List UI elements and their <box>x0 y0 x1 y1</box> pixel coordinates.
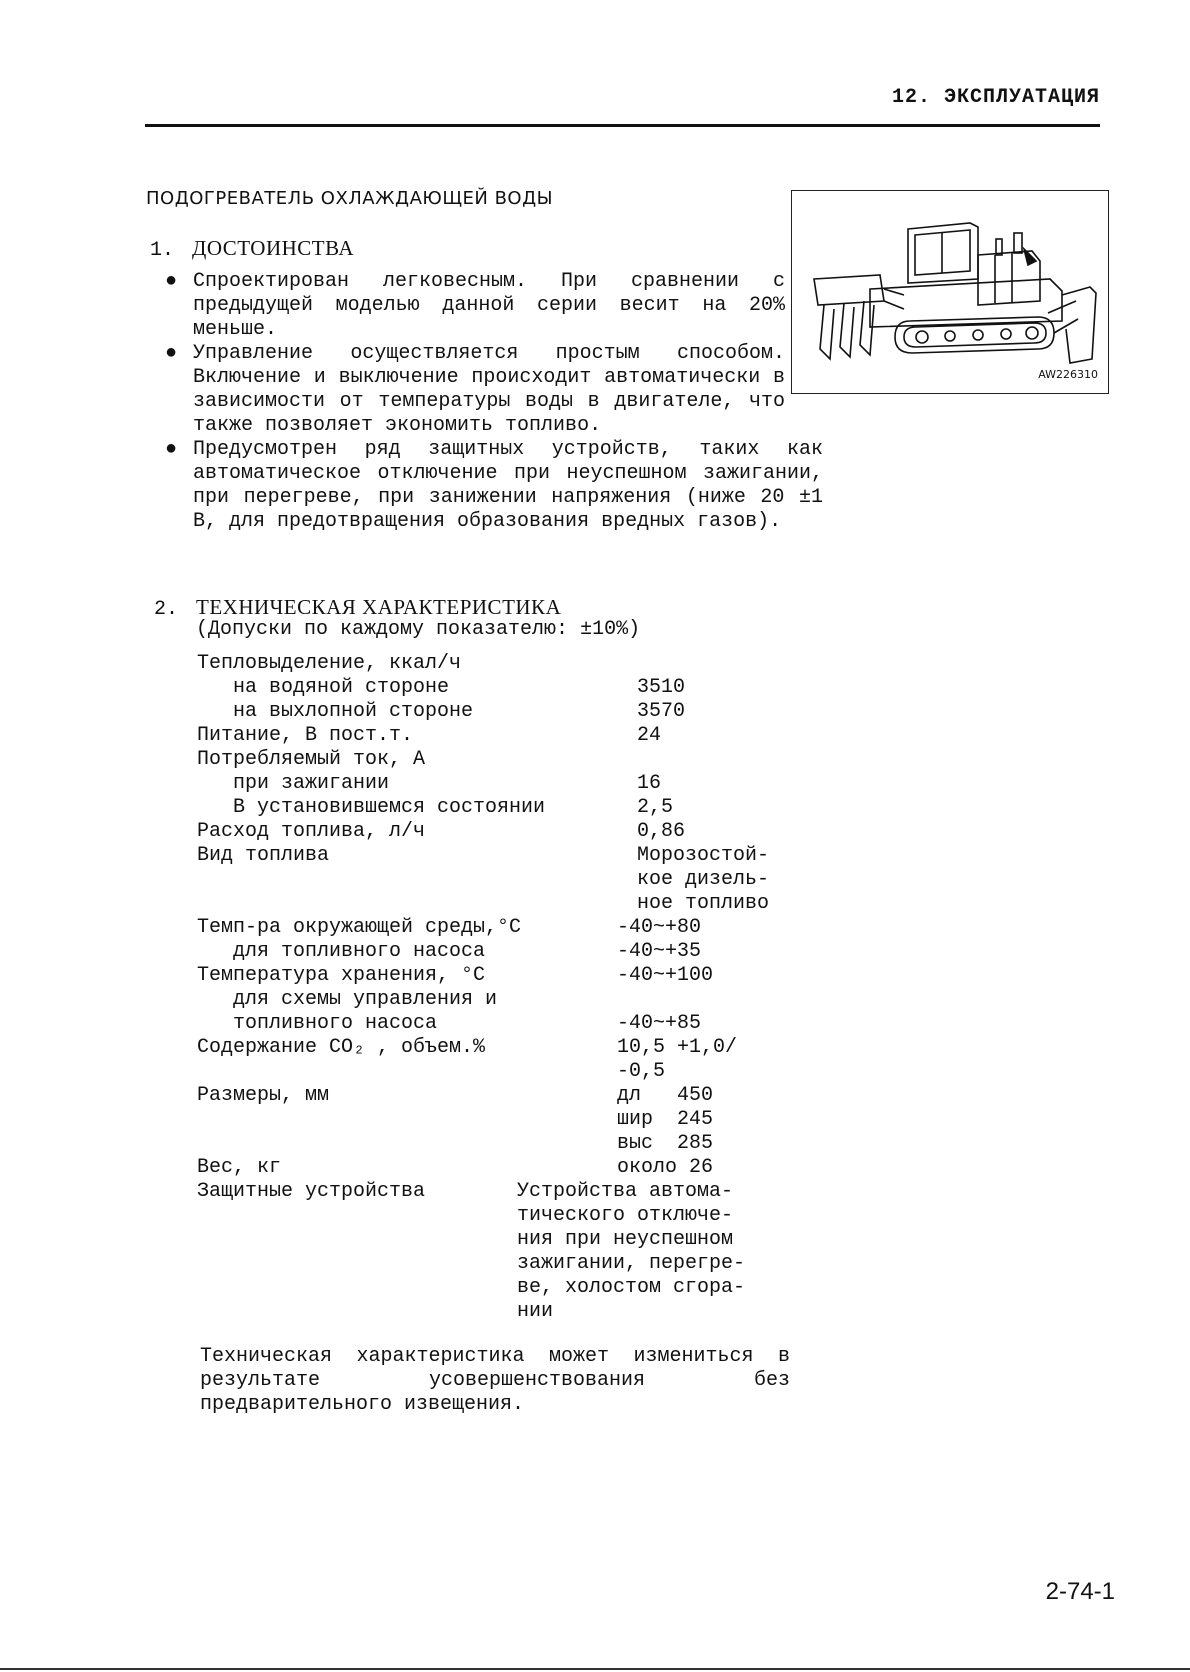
spec-value: 24 <box>637 724 662 747</box>
table-row <box>197 796 674 820</box>
spec-label: Тепловыделение, ккал/ч <box>197 652 462 675</box>
spec-value: дл 450 <box>617 1084 714 1107</box>
bullet-text: Предусмотрен ряд защитных устройств, таких как автоматическое отключение при неуспешном зажигании, при перегреве, при занижении напряжения (ниже 20 ±1 В, для предотвращения образования вредных газов). <box>193 438 823 533</box>
list-item <box>163 270 785 342</box>
spec-value: нии <box>517 1300 554 1323</box>
spec-label: Вид топлива <box>197 844 330 867</box>
spec-label: Вес, кг <box>197 1156 282 1179</box>
table-row <box>197 868 770 892</box>
spec-value: ное топливо <box>637 892 770 915</box>
bullet-text: Управление осуществляется простым способом. Включение и выключение происходит автоматически в зависимости от температуры воды в двигателе, что также позволяет экономить топливо. <box>193 342 785 437</box>
table-row <box>197 820 686 844</box>
table-row <box>197 1180 734 1204</box>
header-divider <box>145 124 1100 127</box>
spec-value: 3570 <box>637 700 686 723</box>
table-row <box>197 772 662 796</box>
table-row <box>197 724 662 748</box>
bullet-icon: ● <box>165 270 178 293</box>
table-row <box>197 940 702 964</box>
table-row <box>197 844 770 868</box>
spec-label: Темп-ра окружающей среды,°C <box>197 916 522 939</box>
table-row <box>197 1060 666 1084</box>
table-row <box>197 892 770 916</box>
spec-value: Морозостой- <box>637 844 770 867</box>
spec-label: Температура хранения, °C <box>197 964 486 987</box>
advantages-heading <box>150 236 354 262</box>
spec-label: при зажигании <box>197 772 390 795</box>
spec-value: -40~+80 <box>617 916 702 939</box>
spec-value: -40~+85 <box>617 1012 702 1035</box>
table-row <box>197 748 545 772</box>
spec-value: зажигании, перегре- <box>517 1252 746 1275</box>
advantages-number: 1. <box>150 239 175 262</box>
table-row <box>197 964 714 988</box>
table-row <box>197 1204 734 1228</box>
spec-label: Защитные устройства <box>197 1180 426 1203</box>
spec-label: для топливного насоса <box>197 940 486 963</box>
bulldozer-figure <box>791 190 1109 394</box>
bullet-icon: ● <box>165 342 178 365</box>
table-row <box>197 988 545 1012</box>
spec-label: для схемы управления и <box>197 988 498 1011</box>
list-item <box>163 438 823 534</box>
spec-value: шир 245 <box>617 1108 714 1131</box>
specs-tolerance: (Допуски по каждому показателю: ±10%) <box>196 618 641 641</box>
specs-number: 2. <box>154 598 179 621</box>
spec-value: -0,5 <box>617 1060 666 1083</box>
spec-label: топливного насоса <box>197 1012 438 1035</box>
table-row <box>197 1108 714 1132</box>
spec-value: 10,5 +1,0/ <box>617 1036 738 1059</box>
advantages-list <box>163 270 823 534</box>
table-row <box>197 1012 702 1036</box>
spec-label: Размеры, мм <box>197 1084 330 1107</box>
list-item <box>163 342 785 438</box>
spec-label: Расход топлива, л/ч <box>197 820 426 843</box>
spec-label: Потребляемый ток, А <box>197 748 426 771</box>
spec-label: на выхлопной стороне <box>197 700 474 723</box>
bulldozer-illustration <box>800 209 1100 369</box>
spec-value: 0,86 <box>637 820 686 843</box>
table-row <box>197 1036 738 1060</box>
bullet-text: Спроектирован легковесным. При сравнении с предыдущей моделью данной серии весит на 20% меньше. <box>193 270 785 341</box>
table-row <box>197 1228 734 1252</box>
footer-divider <box>0 1668 1190 1670</box>
spec-value: Устройства автома- <box>517 1180 734 1203</box>
spec-label: Питание, В пост.т. <box>197 724 414 747</box>
spec-value: ве, холостом сгора- <box>517 1276 746 1299</box>
page-header-title: 12. ЭКСПЛУАТАЦИЯ <box>891 86 1100 109</box>
advantages-heading-text: ДОСТОИНСТВА <box>192 236 354 260</box>
spec-label: Содержание CO₂ , объем.% <box>197 1036 486 1059</box>
table-row <box>197 1084 714 1108</box>
spec-value: 16 <box>637 772 662 795</box>
table-row <box>197 1300 554 1324</box>
spec-label: В установившемся состоянии <box>197 796 546 819</box>
spec-value: 2,5 <box>637 796 674 819</box>
bullet-icon: ● <box>165 438 178 461</box>
page-number: 2-74-1 <box>1045 1578 1115 1605</box>
spec-value: 3510 <box>637 676 686 699</box>
specs-table <box>197 652 770 1324</box>
spec-value: -40~+100 <box>617 964 714 987</box>
spec-value: ния при неуспешном <box>517 1228 734 1251</box>
specs-heading-text: ТЕХНИЧЕСКАЯ ХАРАКТЕРИСТИКА <box>196 595 562 619</box>
specs-footnote: Техническая характеристика может измениться в результате усовершенствования без предварительного извещения. <box>200 1345 790 1416</box>
table-row <box>197 652 545 676</box>
table-row <box>197 916 702 940</box>
spec-value: тического отключе- <box>517 1204 734 1227</box>
spec-label: на водяной стороне <box>197 676 450 699</box>
table-row <box>197 1276 746 1300</box>
figure-code: AW226310 <box>1038 368 1098 381</box>
spec-value: -40~+35 <box>617 940 702 963</box>
table-row <box>197 1132 714 1156</box>
table-row <box>197 1252 746 1276</box>
section-title: ПОДОГРЕВАТЕЛЬ ОХЛАЖДАЮЩЕЙ ВОДЫ <box>146 188 554 209</box>
table-row <box>197 700 686 724</box>
spec-value: выс 285 <box>617 1132 714 1155</box>
spec-value: около 26 <box>617 1156 714 1179</box>
table-row <box>197 676 686 700</box>
spec-value: кое дизель- <box>637 868 770 891</box>
table-row <box>197 1156 714 1180</box>
